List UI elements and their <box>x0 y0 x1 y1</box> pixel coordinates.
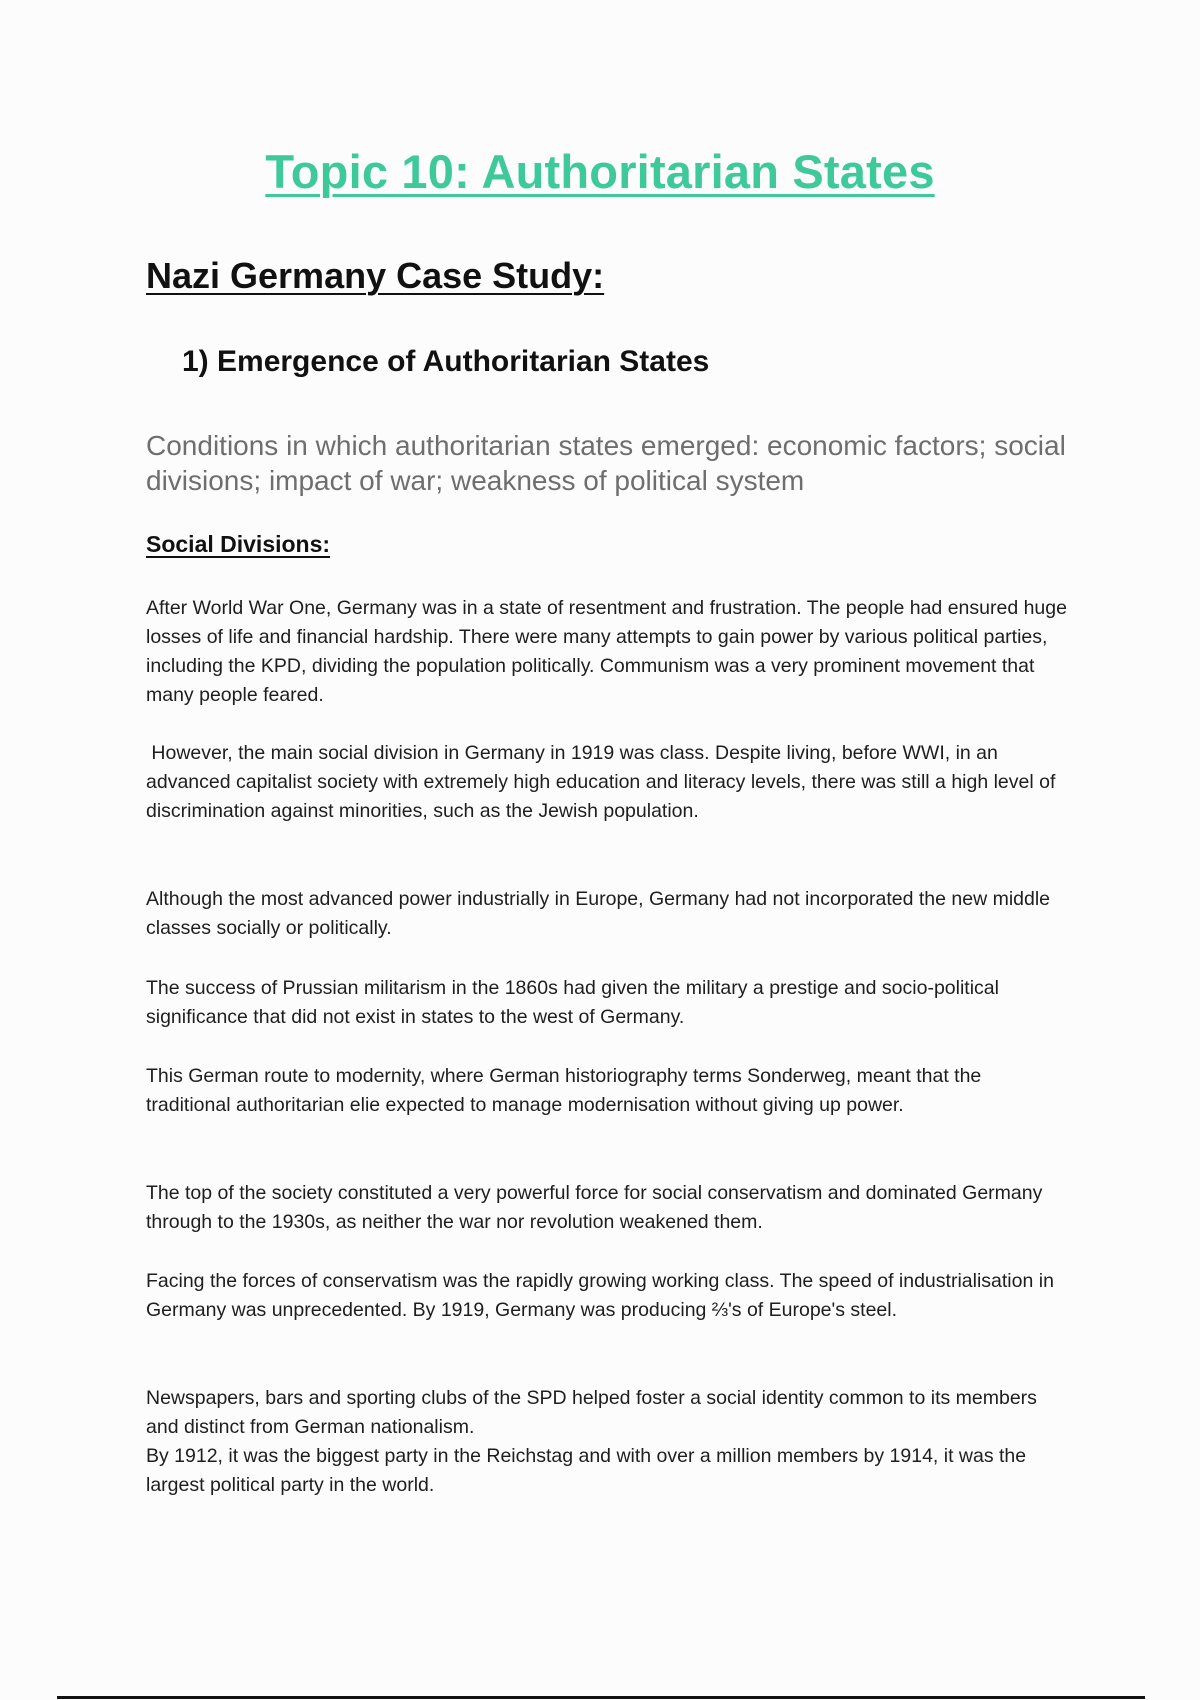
paragraph: Facing the forces of conservatism was the rapidly growing working class. The speed of industrialisation in Germany was unprecedented. By 1919, Germany was producing ⅔'s of Europe's steel. <box>146 1270 1054 1321</box>
paragraph: However, the main social division in Germany in 1919 was class. Despite living, before WWI, in an advanced capitalist society with extremely high education and literacy levels, there was still a high level of discrimination against minorities, such as the Jewish population. <box>146 742 1061 822</box>
social-divisions-heading: Social Divisions: <box>146 531 331 557</box>
paragraph: The top of the society constituted a very powerful force for social conservatism and dominated Germany through to the 1930s, as neither the war nor revolution weakened them. <box>146 1182 1043 1233</box>
paragraph: This German route to modernity, where German historiography terms Sonderweg, meant that the traditional authoritarian elie expected to manage modernisation without giving up power. <box>146 1065 982 1116</box>
conditions-text: Conditions in which authoritarian states emerged: economic factors; social divisions; impact of war; weakness of political system <box>146 430 1066 496</box>
paragraph: By 1912, it was the biggest party in the Reichstag and with over a million members by 1914, it was the largest political party in the world. <box>146 1445 1027 1496</box>
paragraph: The success of Prussian militarism in the 1860s had given the military a prestige and socio-political significance that did not exist in states to the west of Germany. <box>146 977 999 1028</box>
page-bottom-rule <box>57 1696 1145 1699</box>
paragraph: Newspapers, bars and sporting clubs of the SPD helped foster a social identity common to its members and distinct from German nationalism. <box>146 1387 1037 1438</box>
section-heading: 1) Emergence of Authoritarian States <box>182 345 710 378</box>
paragraph: After World War One, Germany was in a state of resentment and frustration. The people had ensured huge losses of life and financial hardship. There were many attempts to gain power by various political parties, including the KPD, dividing the population politically. Communism was a very prominent movement that many people feared. <box>146 597 1067 706</box>
document-title: Topic 10: Authoritarian States <box>265 145 935 198</box>
paragraph: Although the most advanced power industrially in Europe, Germany had not incorporated the new middle classes socially or politically. <box>146 888 1051 939</box>
case-study-heading: Nazi Germany Case Study: <box>146 255 605 296</box>
